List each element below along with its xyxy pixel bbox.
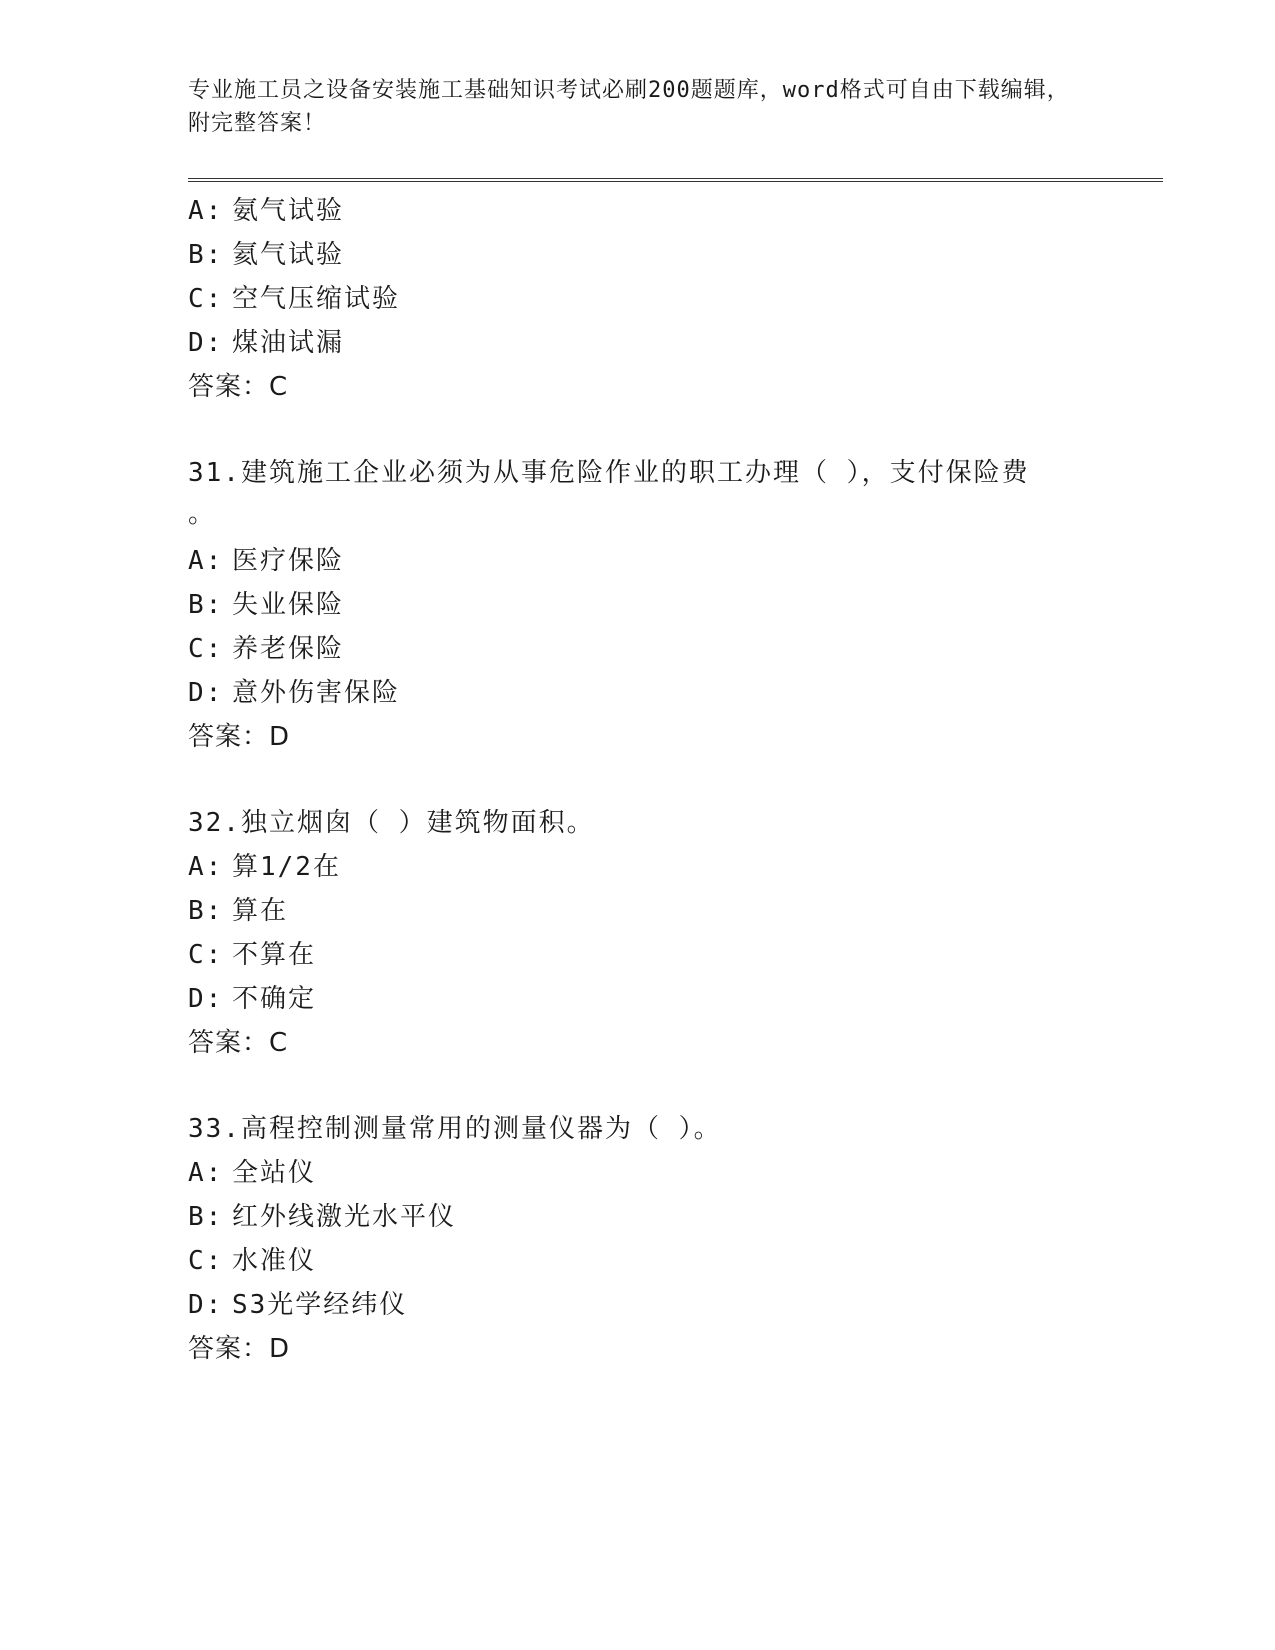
- option-text: 红外线激光水平仪: [232, 1202, 457, 1232]
- option-letter: D:: [188, 328, 224, 358]
- option-letter: A:: [188, 852, 224, 882]
- header-divider: [188, 178, 1163, 182]
- option-letter: C:: [188, 1246, 224, 1276]
- option-letter: A:: [188, 546, 224, 576]
- option-letter: D:: [188, 1290, 224, 1320]
- option-text: 养老保险: [232, 634, 345, 664]
- q31-option-a: [188, 544, 344, 578]
- option-letter: D:: [188, 678, 224, 708]
- q32-option-a: [188, 850, 341, 884]
- q33-stem: 33.高程控制测量常用的测量仪器为（ ）。: [188, 1114, 722, 1144]
- q31-option-c: [188, 632, 344, 666]
- option-letter: C:: [188, 284, 224, 314]
- option-text: 不算在: [232, 940, 317, 970]
- q33-option-b: [188, 1200, 456, 1234]
- q33-option-d: [188, 1288, 407, 1322]
- option-letter: A:: [188, 1158, 224, 1188]
- q32-option-b: [188, 894, 288, 928]
- q33-option-c: [188, 1244, 316, 1278]
- q31-stem: 31.建筑施工企业必须为从事危险作业的职工办理（ ），支付保险费: [188, 458, 1030, 488]
- q30-option-d: [188, 326, 344, 360]
- option-text: 医疗保险: [232, 546, 345, 576]
- option-letter: B:: [188, 1202, 224, 1232]
- option-text: 氦气试验: [232, 240, 345, 270]
- q30-option-b: [188, 238, 344, 272]
- option-text: 水准仪: [232, 1246, 317, 1276]
- option-text: 算在: [232, 896, 289, 926]
- q31-stem-continuation: 。: [188, 499, 217, 529]
- q33-answer: 答案：D: [188, 1334, 291, 1364]
- option-text: 算1/2在: [232, 852, 341, 882]
- q32-option-c: [188, 938, 316, 972]
- q33-option-a: [188, 1156, 316, 1190]
- option-letter: A:: [188, 196, 224, 226]
- option-text: 不确定: [232, 984, 317, 1014]
- option-text: 氨气试验: [232, 196, 345, 226]
- option-letter: C:: [188, 940, 224, 970]
- document-header-title: 专业施工员之设备安装施工基础知识考试必刷200题题库，word格式可自由下载编辑，附完整答案！: [188, 78, 1070, 136]
- option-text: 失业保险: [232, 590, 345, 620]
- q30-answer: 答案：C: [188, 372, 289, 402]
- option-text: S3光学经纬仪: [232, 1290, 408, 1320]
- q30-option-c: [188, 282, 400, 316]
- option-letter: D:: [188, 984, 224, 1014]
- option-text: 煤油试漏: [232, 328, 345, 358]
- option-text: 全站仪: [232, 1158, 317, 1188]
- q32-option-d: [188, 982, 316, 1016]
- option-letter: C:: [188, 634, 224, 664]
- q30-option-a: [188, 194, 344, 228]
- q32-stem: 32.独立烟囱（ ）建筑物面积。: [188, 808, 595, 838]
- option-text: 空气压缩试验: [232, 284, 401, 314]
- option-letter: B:: [188, 896, 224, 926]
- q31-option-b: [188, 588, 344, 622]
- q31-option-d: [188, 676, 400, 710]
- q32-answer: 答案：C: [188, 1028, 289, 1058]
- q31-answer: 答案：D: [188, 722, 291, 752]
- option-letter: B:: [188, 240, 224, 270]
- option-letter: B:: [188, 590, 224, 620]
- option-text: 意外伤害保险: [232, 678, 401, 708]
